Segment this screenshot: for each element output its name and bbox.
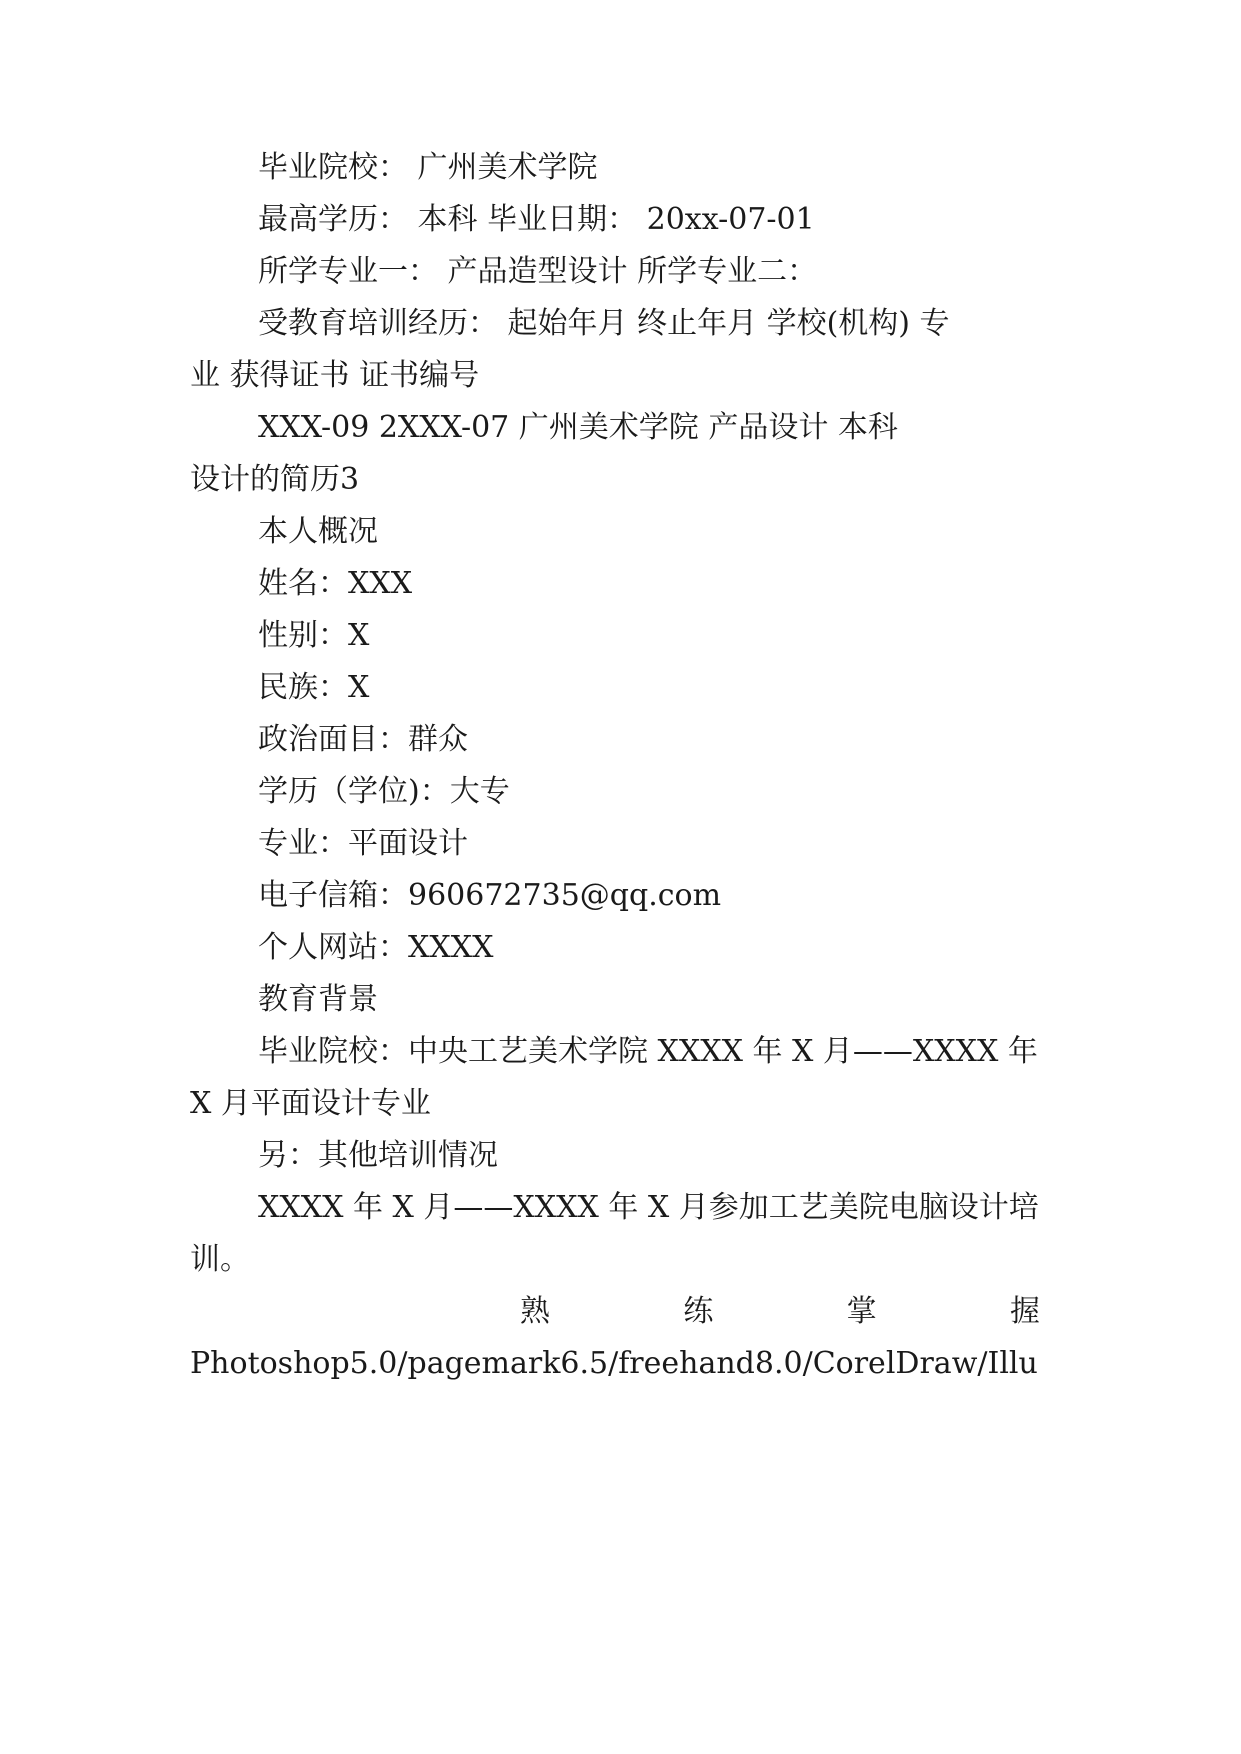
text-line: 学历（学位)：大专 (258, 774, 510, 809)
text-line: 姓名：XXX (258, 566, 413, 601)
text-line: X 月平面设计专业 (190, 1086, 431, 1121)
section-heading: 设计的简历3 (190, 462, 360, 497)
text-line: XXXX 年 X 月——XXXX 年 X 月参加工艺美院电脑设计培 (258, 1190, 1039, 1225)
text-line: 最高学历： 本科 毕业日期： 20xx-07-01 (258, 202, 815, 237)
text-line: 另：其他培训情况 (258, 1138, 498, 1173)
text-line: 所学专业一： 产品造型设计 所学专业二： (258, 254, 818, 289)
text-line: Photoshop5.0/pagemark6.5/freehand8.0/CorelDraw/Illu (190, 1346, 1038, 1381)
text-line: 民族：X (258, 670, 370, 705)
text-line: 业 获得证书 证书编号 (190, 358, 480, 393)
text-line: 受教育培训经历： 起始年月 终止年月 学校(机构) 专 (258, 306, 950, 341)
text-line: 电子信箱：960672735@qq.com (258, 878, 722, 913)
text-line: 训。 (190, 1242, 250, 1277)
text-line: 政治面目：群众 (258, 722, 468, 757)
justified-line (520, 1292, 1040, 1332)
text-line: 本人概况 (258, 514, 378, 549)
text-line: 毕业院校：中央工艺美术学院 XXXX 年 X 月——XXXX 年 (258, 1034, 1038, 1069)
text-line: XXX-09 2XXX-07 广州美术学院 产品设计 本科 (258, 410, 898, 445)
text-line: 教育背景 (258, 982, 378, 1017)
text-line: 毕业院校： 广州美术学院 (258, 150, 598, 185)
spread-word: 练 (683, 1294, 714, 1329)
spread-word: 掌 (846, 1294, 877, 1329)
text-line: 性别：X (258, 618, 370, 653)
text-line: 专业：平面设计 (258, 826, 468, 861)
spread-word: 熟 (520, 1294, 550, 1329)
text-line: 个人网站：XXXX (258, 930, 494, 965)
spread-word: 握 (1009, 1294, 1040, 1329)
